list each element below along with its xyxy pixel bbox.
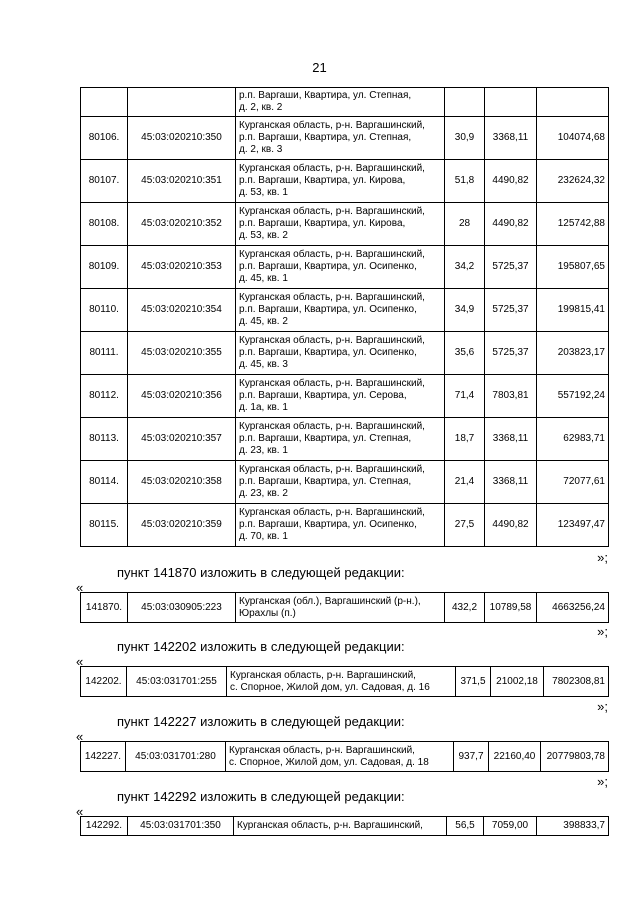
address-line: д. 2, кв. 2 [239,102,283,113]
area-cell: 432,2 [445,593,485,623]
address-line: Курганская область, р-н. Варгашинский, [239,464,425,475]
table-row [81,203,609,246]
price-cell: 10789,58 [485,593,537,623]
row-number: 80112. [81,375,128,418]
row-number: 80111. [81,332,128,375]
table-row [81,332,609,375]
amendment-table [80,816,609,836]
cadastral-number: 45:03:031701:350 [128,817,234,836]
address-line: д. 53, кв. 2 [239,230,288,241]
area-cell: 34,2 [445,246,485,289]
area-cell: 51,8 [445,160,485,203]
address-line: р.п. Варгаши, Квартира, ул. Степная, [239,132,412,143]
row-number: 80110. [81,289,128,332]
cadastral-number: 45:03:020210:358 [128,461,236,504]
address-cell [236,88,445,117]
amendment-table [80,666,609,697]
total-cell: 62983,71 [537,418,609,461]
row-number: 142227. [81,742,126,772]
cadastral-number: 45:03:030905:223 [128,593,236,623]
closing-quote: »; [597,774,608,789]
area-cell: 18,7 [445,418,485,461]
price-cell: 7059,00 [484,817,537,836]
amendment-paragraph: пункт 142292 изложить в следующей редакции: [117,789,405,804]
amendment-table [80,592,609,623]
row-number: 142292. [81,817,128,836]
table-row [81,160,609,203]
row-number: 141870. [81,593,128,623]
area-cell: 35,6 [445,332,485,375]
address-line: с. Спорное, Жилой дом, ул. Садовая, д. 16 [230,681,430,693]
table-row [81,375,609,418]
cadastral-number: 45:03:020210:357 [128,418,236,461]
row-number: 80113. [81,418,128,461]
amendment-paragraph: пункт 142202 изложить в следующей редакции: [117,639,405,654]
address-line: д. 23, кв. 1 [239,445,288,456]
table-row [81,461,609,504]
price-cell: 4490,82 [485,203,537,246]
area-cell: 30,9 [445,117,485,160]
area-cell: 27,5 [445,504,485,547]
opening-quote: « [76,654,84,669]
address-line: с. Спорное, Жилой дом, ул. Садовая, д. 18 [229,756,429,768]
cadastral-number: 45:03:020210:353 [128,246,236,289]
cadastral-number: 45:03:020210:350 [128,117,236,160]
table-row [81,289,609,332]
total-cell: 7802308,81 [544,667,609,697]
address-line: д. 45, кв. 3 [239,359,288,370]
address-cell [236,160,445,203]
area-cell: 28 [445,203,485,246]
table-row [81,667,609,697]
address-line: Курганская область, р-н. Варгашинский, [229,744,415,756]
address-line: д. 1а, кв. 1 [239,402,288,413]
area-cell [445,88,485,117]
address-line: Курганская область, р-н. Варгашинский, [239,249,425,260]
address-cell [236,593,445,623]
address-line: р.п. Варгаши, Квартира, ул. Осипенко, [239,347,417,358]
table-row [81,504,609,547]
address-line: Курганская область, р-н. Варгашинский, [239,378,425,389]
opening-quote: « [76,804,84,819]
area-cell: 21,4 [445,461,485,504]
address-line: Курганская область, р-н. Варгашинский, [239,507,425,518]
area-cell: 937,7 [454,742,489,772]
address-line: д. 23, кв. 2 [239,488,288,499]
address-cell [236,504,445,547]
price-cell: 4490,82 [485,160,537,203]
address-line: Курганская область, р-н. Варгашинский, [239,335,425,346]
address-line: Курганская область, р-н. Варгашинский, [239,163,425,174]
address-line: д. 45, кв. 1 [239,273,288,284]
total-cell: 20779803,78 [541,742,609,772]
price-cell: 5725,37 [485,332,537,375]
property-table [80,87,609,547]
price-cell: 21002,18 [491,667,544,697]
address-line: д. 2, кв. 3 [239,144,283,155]
address-cell [236,289,445,332]
address-line: Юрахлы (п.) [239,607,296,619]
area-cell: 34,9 [445,289,485,332]
address-cell [236,375,445,418]
address-line: р.п. Варгаши, Квартира, ул. Серова, [239,390,407,401]
row-number: 80106. [81,117,128,160]
address-line: д. 53, кв. 1 [239,187,288,198]
address-line: р.п. Варгаши, Квартира, ул. Степная, [239,476,412,487]
address-line: р.п. Варгаши, Квартира, ул. Степная, [239,90,412,101]
address-line: Курганская область, р-н. Варгашинский, [239,421,425,432]
opening-quote: « [76,729,84,744]
address-line: Курганская область, р-н. Варгашинский, [239,120,425,131]
address-line: д. 45, кв. 2 [239,316,288,327]
address-cell [236,461,445,504]
opening-quote: « [76,580,84,595]
table-row [81,246,609,289]
price-cell: 3368,11 [485,461,537,504]
closing-quote: »; [597,550,608,565]
page-number: 21 [312,60,327,75]
address-line: Курганская область, р-н. Варгашинский, [237,820,423,831]
address-cell [236,203,445,246]
table-row [81,742,609,772]
cadastral-number: 45:03:020210:352 [128,203,236,246]
total-cell: 4663256,24 [537,593,609,623]
cadastral-number: 45:03:020210:356 [128,375,236,418]
address-line: р.п. Варгаши, Квартира, ул. Кирова, [239,218,406,229]
address-cell [236,246,445,289]
price-cell [485,88,537,117]
address-cell [227,667,456,697]
total-cell: 232624,32 [537,160,609,203]
area-cell: 71,4 [445,375,485,418]
address-line: Курганская область, р-н. Варгашинский, [239,292,425,303]
address-line: д. 70, кв. 1 [239,531,288,542]
address-line: р.п. Варгаши, Квартира, ул. Степная, [239,433,412,444]
price-cell: 3368,11 [485,418,537,461]
address-line: р.п. Варгаши, Квартира, ул. Кирова, [239,175,406,186]
address-line: Курганская область, р-н. Варгашинский, [239,206,425,217]
table-row [81,817,609,836]
address-cell [236,332,445,375]
cadastral-number: 45:03:020210:359 [128,504,236,547]
total-cell: 557192,24 [537,375,609,418]
cadastral-number [128,88,236,117]
total-cell: 199815,41 [537,289,609,332]
address-line: р.п. Варгаши, Квартира, ул. Осипенко, [239,261,417,272]
price-cell: 4490,82 [485,504,537,547]
row-number: 142202. [81,667,127,697]
cadastral-number: 45:03:020210:354 [128,289,236,332]
address-cell [236,418,445,461]
closing-quote: »; [597,624,608,639]
price-cell: 22160,40 [489,742,541,772]
row-number: 80109. [81,246,128,289]
price-cell: 5725,37 [485,289,537,332]
address-cell [226,742,454,772]
table-row [81,418,609,461]
total-cell: 203823,17 [537,332,609,375]
price-cell: 7803,81 [485,375,537,418]
address-line: р.п. Варгаши, Квартира, ул. Осипенко, [239,519,417,530]
total-cell: 398833,7 [537,817,609,836]
row-number [81,88,128,117]
row-number: 80114. [81,461,128,504]
amendment-paragraph: пункт 141870 изложить в следующей редакции: [117,565,405,580]
total-cell [537,88,609,117]
price-cell: 3368,11 [485,117,537,160]
address-line: Курганская область, р-н. Варгашинский, [230,669,416,681]
total-cell: 195807,65 [537,246,609,289]
address-cell [234,817,447,836]
address-line: Курганская (обл.), Варгашинский (р-н.), [239,595,421,607]
row-number: 80115. [81,504,128,547]
total-cell: 72077,61 [537,461,609,504]
cadastral-number: 45:03:020210:351 [128,160,236,203]
cadastral-number: 45:03:031701:280 [126,742,226,772]
area-cell: 371,5 [456,667,491,697]
address-cell [236,117,445,160]
cadastral-number: 45:03:020210:355 [128,332,236,375]
price-cell: 5725,37 [485,246,537,289]
row-number: 80107. [81,160,128,203]
table-row [81,117,609,160]
closing-quote: »; [597,699,608,714]
table-row [81,88,609,117]
address-line: р.п. Варгаши, Квартира, ул. Осипенко, [239,304,417,315]
amendment-table [80,741,609,772]
row-number: 80108. [81,203,128,246]
total-cell: 123497,47 [537,504,609,547]
table-row [81,593,609,623]
total-cell: 104074,68 [537,117,609,160]
total-cell: 125742,88 [537,203,609,246]
cadastral-number: 45:03:031701:255 [127,667,227,697]
amendment-paragraph: пункт 142227 изложить в следующей редакции: [117,714,405,729]
area-cell: 56,5 [447,817,484,836]
